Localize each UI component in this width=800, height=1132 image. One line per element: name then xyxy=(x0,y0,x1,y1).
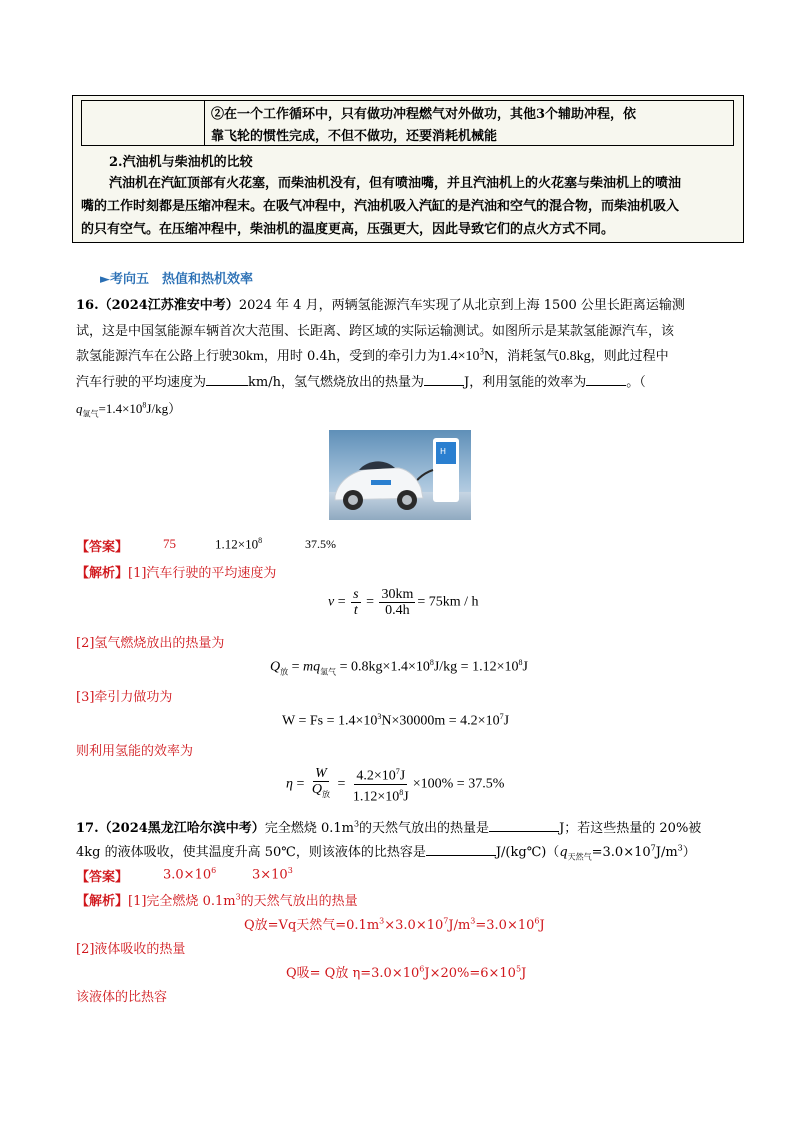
question-text: 款氢能源汽车在公路上行驶 xyxy=(76,349,233,364)
question-text: km/h，氢气燃烧放出的热量为 xyxy=(248,375,424,390)
hydrogen-car-image xyxy=(329,430,471,520)
answer-blank[interactable] xyxy=(586,385,626,386)
box-paragraph-line: 汽油机在汽缸顶部有火花塞，而柴油机没有，但有喷油嘴，并且汽油机上的火花塞与柴油机上的喷油 xyxy=(109,176,682,191)
answer-blank[interactable] xyxy=(424,385,464,386)
question-source: （2024江苏淮安中考） xyxy=(98,298,239,313)
answer-value-2: $3\times 10^3$ xyxy=(252,866,293,883)
analysis-label: 【解析】 xyxy=(76,566,129,581)
equation-work: $W = Fs = 1.4\times 10^3N\times 30000m = 4.2\times 10^7J$ xyxy=(282,712,510,729)
q17-analysis-1: 【解析】[1]完全燃烧 $0.1m^3$的天然气放出的热量 xyxy=(76,892,358,909)
table-cell-empty xyxy=(81,100,205,146)
q16-analysis-2: [2]氢气燃烧放出的热量为 xyxy=(76,636,225,651)
box-heading: 2.汽油机与柴油机的比较 xyxy=(109,155,253,170)
q17-analysis-2: [2]液体吸收的热量 xyxy=(76,942,186,957)
q16-line-4 xyxy=(76,371,646,390)
q16-answer xyxy=(76,536,128,555)
q17-equation-1: Q放=Vq天然气$=0.1m^3\times 3.0\times 10^7J/m^3=3.0\times 10^6J$ xyxy=(244,916,545,933)
mass-value: 0.8kg xyxy=(559,349,591,364)
q16-analysis-3: [3]牵引力做功为 xyxy=(76,690,173,705)
equation-heat: $Q_放 = mq_{氢气} = 0.8kg\times 1.4\times 10^8J/kg = 1.12\times 10^8J$ xyxy=(270,658,528,677)
q17-equation-2: Q吸= Q放 $\eta=3.0\times 10^6J\times 20\%=6\times 10^5J$ xyxy=(286,964,527,981)
q16-line-2: 试，这是中国氢能源车辆首次大范围、长距离、跨区域的实际运输测试。如图所示是某款氢能源汽车，该 xyxy=(76,324,675,339)
question-number: 16. xyxy=(76,298,99,313)
answer-blank[interactable] xyxy=(426,855,496,856)
answer-label: 【答案】 xyxy=(76,870,129,885)
section-heading xyxy=(100,268,253,287)
question-text: ，则此过程中 xyxy=(590,349,669,364)
answer-label: 【答案】 xyxy=(76,540,129,555)
question-text: J，利用氢能的效率为 xyxy=(463,375,587,390)
cell-line-1: ②在一个工作循环中，只有做功冲程燃气对外做功，其他3个辅助冲程，依 xyxy=(211,107,637,122)
box-paragraph-line: 的只有空气。在压缩冲程中，柴油机的温度更高，压强更大，因此导致它们的点火方式不同。 xyxy=(81,222,615,237)
box-paragraph-line: 嘴的工作时刻都是压缩冲程末。在吸气冲程中，汽油机吸入汽缸的是汽油和空气的混合物，而柴油机吸入 xyxy=(81,199,680,214)
q16-analysis-4: 则利用氢能的效率为 xyxy=(76,744,194,759)
question-text: 2024 年 4 月，两辆氢能源汽车实现了从北京到上海 1500 公里长距离运输测 xyxy=(238,298,685,313)
answer-value-1: $3.0\times 10^6$ xyxy=(163,866,217,883)
section-marker-icon: ► xyxy=(100,272,110,287)
answer-value-3: 37.5% xyxy=(305,537,336,551)
q17-answer xyxy=(76,866,128,885)
q16-line-1 xyxy=(76,294,685,313)
analysis-label: 【解析】 xyxy=(76,894,129,909)
svg-text:H: H xyxy=(440,447,447,456)
force-value: $1.4\times 10^3N$ xyxy=(440,346,495,364)
q17-analysis-3: 该液体的比热容 xyxy=(76,990,168,1005)
q16-analysis-1: 【解析】[1]汽车行驶的平均速度为 xyxy=(76,566,277,581)
answer-value-1: 75 xyxy=(163,536,176,551)
hydrogen-heat-value: $q_{氢气}=1.4\times 10^8J/kg$） xyxy=(76,400,182,419)
q16-line-3 xyxy=(76,345,669,365)
question-text: 汽车行驶的平均速度为 xyxy=(76,375,207,390)
question-text: 。（ xyxy=(626,375,646,390)
question-number: 17. xyxy=(76,821,99,836)
equation-efficiency: η = $\frac{W}{Q_放}$ = $\frac{4.2\times 10^7J}{1.12\times 10^8J}$ ×100% = 37.5% xyxy=(286,764,504,804)
answer-value-2: $1.12\times 10^8$ xyxy=(215,536,263,552)
question-text: ，消耗氢气 xyxy=(494,349,560,364)
equation-speed: v = $\frac{s}{t}$ = $\frac{30km}{0.4h}$ = 75km / h xyxy=(328,587,479,618)
section-title: 考向五 热值和热机效率 xyxy=(110,272,254,287)
question-source: （2024黑龙江哈尔滨中考） xyxy=(98,821,265,836)
q17-line-2: 4kg 的液体吸收，使其温度升高 50℃，则该液体的比热容是 $J/(kg℃)(q_{天然气}=3.0\times 10^7J/m^3)$ xyxy=(76,843,696,862)
answer-blank[interactable] xyxy=(489,831,559,832)
question-text: ，用时 0.4h，受到的牵引力为 xyxy=(263,349,441,364)
q17-line-1: 17.（2024黑龙江哈尔滨中考）完全燃烧 $0.1m^3$的天然气放出的热量是 J；若这些热量的 20%被 xyxy=(76,819,702,836)
knowledge-box xyxy=(72,95,744,243)
cell-line-2: 靠飞轮的惯性完成，不但不做功，还要消耗机械能 xyxy=(211,129,498,144)
answer-blank[interactable] xyxy=(206,385,248,386)
distance-value: 30km xyxy=(232,349,264,364)
